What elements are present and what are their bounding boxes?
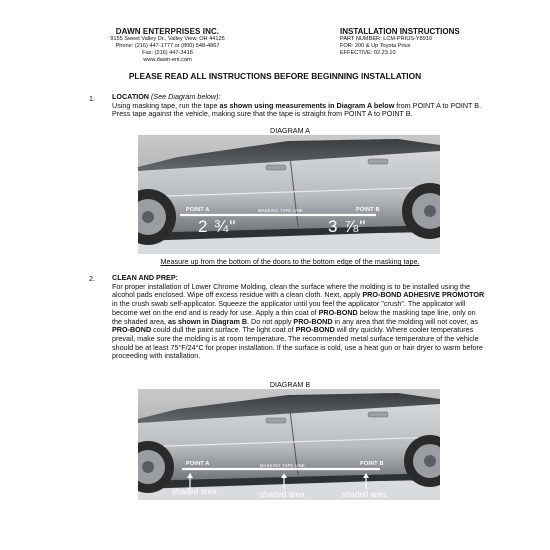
step-2-text-5: in any area that the molding will not cover, as bbox=[332, 316, 478, 326]
diagram-b-shaded-area-2: shaded area bbox=[260, 490, 305, 499]
diagram-b-title: DIAGRAM B bbox=[269, 380, 311, 389]
step-1-text-bold: as shown using measurements in Diagram A below bbox=[219, 100, 395, 110]
effective-date: EFFECTIVE: 02.23.10 bbox=[340, 50, 396, 57]
step-2: CLEAN AND PREP: For proper installation of Lower Chrome Molding, clean the surface where the molding is to be installed using the alcohol pads enclosed. Wipe off excess residue with a clean cloth. Next, apply PRO-BOND ADHESIVE PROMOTOR in the crush swab self-applicator. Squeeze the applicator until you feel the applicator "crush". The applicator will become wet on the end and is ready for use. Apply a thin coat of PRO-BOND below the masking tape line, only on the shaded area, as shown in Diagram B. Do not apply PRO-BOND in any area that the molding will not cover, as PRO-BOND could dull the paint surface. The light coat of PRO-BOND will dry quickly. Where cooler temperatures prevail, make sure the molding is at room temperature. The recommended metal surface temperature of the vehicle should be at least 75°F/24°C for proper installation. If the surface is cold, use a heat gun or hair dryer to warm before proceeding with installation. bbox=[112, 273, 485, 361]
step-2-title: CLEAN AND PREP bbox=[112, 273, 176, 282]
diagram-a-photo bbox=[138, 135, 440, 254]
step-2-text-1: For proper installation of Lower Chrome Molding, clean the surface where the molding is to be installed using the alcohol pads enclosed. Wipe off excess residue with a clean cloth. Next, apply bbox=[112, 281, 470, 300]
company-website: www.dawn-ent.com bbox=[143, 57, 192, 64]
company-address: 9155 Sweet Valley Dr., Valley View, OH 44125 bbox=[110, 36, 225, 42]
step-1 bbox=[112, 93, 482, 119]
step-1-title: LOCATION bbox=[112, 92, 149, 101]
step-2-bold-5: PRO-BOND bbox=[112, 325, 152, 335]
company-phone: Phone: (216) 447-1777 or (800) 548-4867 bbox=[115, 43, 220, 50]
company-name: DAWN ENTERPRISES INC. bbox=[115, 27, 220, 36]
step-2-text bbox=[112, 283, 486, 361]
diagram-b-point-a: POINT A bbox=[186, 461, 210, 467]
diagram-a-tape-label: MASKING TAPE LINE bbox=[258, 208, 303, 213]
diagram-b-tape-label: MASKING TAPE LINE bbox=[260, 463, 305, 468]
diagram-b-shaded-area-1: shaded area bbox=[172, 487, 217, 496]
diagram-a-measure-a: 2 ¾" bbox=[198, 217, 237, 236]
step-1-text bbox=[112, 102, 482, 119]
step-2-bold-2: PRO-BOND bbox=[318, 307, 358, 317]
step-1-text-a: Using masking tape, run the tape bbox=[112, 100, 220, 110]
step-2-number: 2. bbox=[89, 274, 95, 283]
step-2-text-6: could dull the paint surface. The light coat of bbox=[151, 325, 296, 335]
step-2-text-2: in the crush swab self-applicator. Squeeze the applicator until you feel the applicator "crush". The applicator will become wet on the end and is ready for use. Apply a thin coat of bbox=[112, 299, 466, 317]
document-info bbox=[340, 27, 530, 57]
company-fax: Fax: (216) 447-3416 bbox=[142, 50, 193, 57]
step-1-number: 1. bbox=[89, 94, 95, 103]
step-1-title-note: (See Diagram below): bbox=[151, 92, 221, 101]
diagram-a-point-b: POINT B bbox=[356, 207, 380, 213]
step-2-bold-3: as shown in Diagram B bbox=[167, 316, 248, 326]
vehicle-fitment: FOR: 200 & Up Toyota Prius bbox=[340, 43, 411, 50]
diagram-a-title: DIAGRAM A bbox=[270, 126, 310, 135]
diagram-a-measure-b: 3 ⅞" bbox=[328, 217, 367, 236]
document-title: INSTALLATION INSTRUCTIONS bbox=[340, 27, 460, 36]
part-number: PART NUMBER: LCM-PRIUS-Y8910 bbox=[340, 36, 433, 42]
step-2-bold-6: PRO-BOND bbox=[295, 325, 335, 335]
diagram-b-shaded-area-3: shaded area bbox=[342, 490, 387, 499]
diagram-a-car-illustration bbox=[138, 135, 440, 254]
step-2-bold-1: PRO-BOND ADHESIVE PROMOTOR bbox=[362, 290, 485, 300]
step-2-text-7: will dry quickly. Where cooler temperatures prevail, make sure the molding is at room temperature. The recommended metal surface temperature of the vehicle should be at least 75°F/24°C for proper installation. If the surface is cold, use a heat gun or hair dryer to warm before proceeding with installation. bbox=[112, 325, 483, 361]
step-2-text-4: . Do not apply bbox=[247, 316, 294, 326]
diagram-b-point-b: POINT B bbox=[360, 461, 384, 467]
step-2-bold-4: PRO-BOND bbox=[293, 316, 333, 326]
diagram-b-car-illustration bbox=[138, 389, 440, 500]
step-1-text-c: from POINT A to POINT B. Press tape against the vehicle, making sure that the tape is straight from POINT A to POINT B. bbox=[112, 100, 482, 119]
company-info bbox=[80, 27, 255, 64]
diagram-a-caption: Measure up from the bottom of the doors to the bottom edge of the masking tape. bbox=[160, 257, 420, 266]
diagram-a-point-a: POINT A bbox=[186, 207, 210, 213]
diagram-b-photo bbox=[138, 389, 440, 500]
step-2-text-3: below the masking tape line, only on the shaded area, bbox=[112, 307, 476, 326]
read-instructions-notice: PLEASE READ ALL INSTRUCTIONS BEFORE BEGINNING INSTALLATION bbox=[128, 71, 422, 81]
